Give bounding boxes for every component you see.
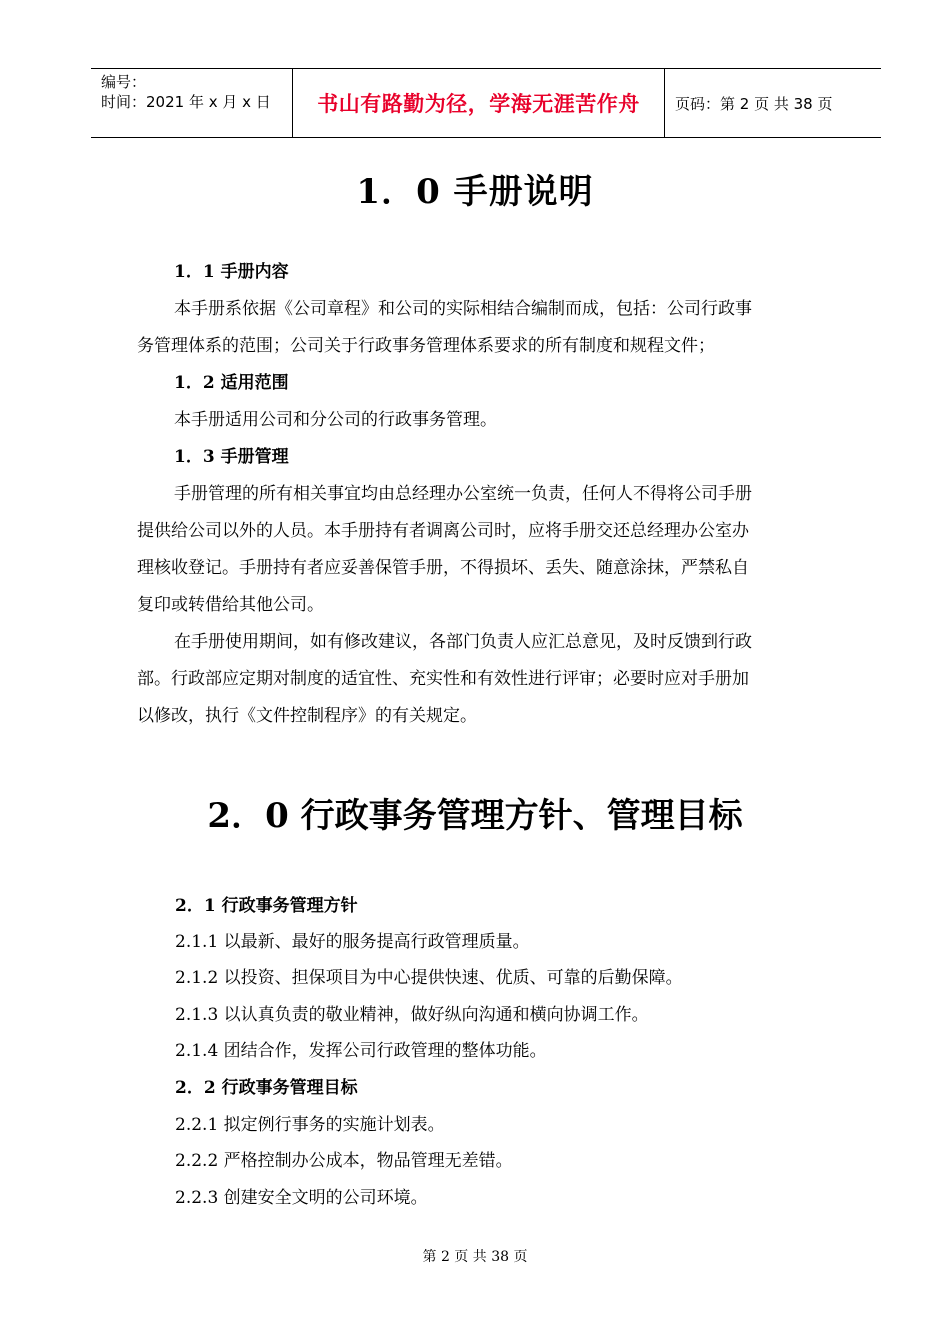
- paragraph-line: 本手册适用公司和分公司的行政事务管理。: [174, 410, 497, 430]
- page-header: [91, 68, 881, 138]
- list-item: 2.2.2 严格控制办公成本，物品管理无差错。: [175, 1151, 513, 1171]
- subsection-1-3-heading: 1．3 手册管理: [174, 447, 289, 467]
- paragraph-line: 以修改，执行《文件控制程序》的有关规定。: [137, 706, 477, 726]
- paragraph-line: 务管理体系的范围；公司关于行政事务管理体系要求的所有制度和规程文件；: [137, 336, 715, 356]
- paragraph-line: 提供给公司以外的人员。本手册持有者调离公司时，应将手册交还总经理办公室办: [137, 521, 749, 541]
- subsection-2-2-heading: 2．2 行政事务管理目标: [175, 1078, 358, 1098]
- subsection-1-1-heading: 1．1 手册内容: [174, 262, 289, 282]
- list-item: 2.2.3 创建安全文明的公司环境。: [175, 1188, 428, 1208]
- list-item: 2.1.2 以投资、担保项目为中心提供快速、优质、可靠的后勤保障。: [175, 968, 683, 988]
- header-motto: 书山有路勤为径，学海无涯苦作舟: [292, 69, 665, 137]
- document-number-label: 编号：: [101, 73, 147, 91]
- paragraph-line: 手册管理的所有相关事宜均由总经理办公室统一负责，任何人不得将公司手册: [174, 484, 752, 504]
- paragraph-line: 在手册使用期间，如有修改建议，各部门负责人应汇总意见，及时反馈到行政: [174, 632, 752, 652]
- document-time-label: 时间：2021 年 x 月 x 日: [101, 93, 271, 111]
- header-meta: [91, 69, 292, 137]
- subsection-1-2-heading: 1．2 适用范围: [174, 373, 289, 393]
- paragraph-line: 本手册系依据《公司章程》和公司的实际相结合编制而成，包括：公司行政事: [174, 299, 752, 319]
- list-item: 2.1.4 团结合作，发挥公司行政管理的整体功能。: [175, 1041, 547, 1061]
- paragraph-line: 复印或转借给其他公司。: [137, 595, 324, 615]
- paragraph-line: 理核收登记。手册持有者应妥善保管手册，不得损坏、丢失、随意涂抹，严禁私自: [137, 558, 749, 578]
- list-item: 2.1.1 以最新、最好的服务提高行政管理质量。: [175, 932, 530, 952]
- header-page-label: 页码：第 2 页 共 38 页: [675, 94, 833, 113]
- paragraph-line: 部。行政部应定期对制度的适宜性、充实性和有效性进行评审；必要时应对手册加: [137, 669, 749, 689]
- section-2-title: 2．0 行政事务管理方针、管理目标: [207, 796, 743, 836]
- list-item: 2.2.1 拟定例行事务的实施计划表。: [175, 1115, 445, 1135]
- section-1-title: 1．0 手册说明: [356, 172, 594, 212]
- subsection-2-1-heading: 2．1 行政事务管理方针: [175, 896, 358, 916]
- page-footer: 第 2 页 共 38 页: [422, 1249, 528, 1265]
- list-item: 2.1.3 以认真负责的敬业精神，做好纵向沟通和横向协调工作。: [175, 1005, 649, 1025]
